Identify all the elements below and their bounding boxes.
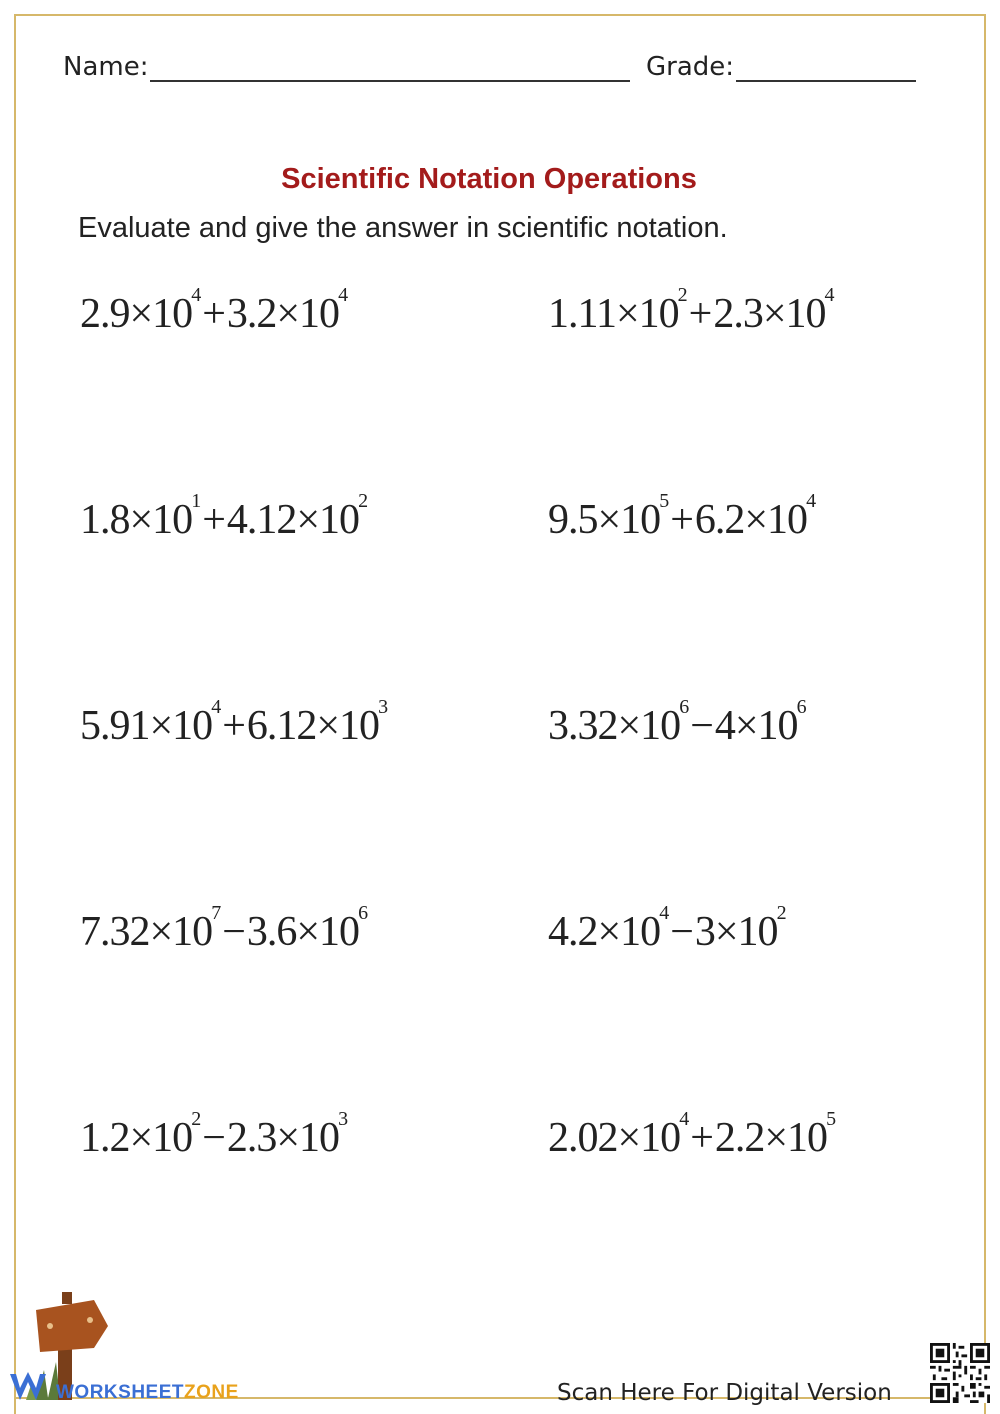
grade-field[interactable] (646, 52, 916, 82)
name-label: Name: (63, 52, 149, 82)
problem-8: $4.2\times 10^4-3\times 10^2$ (548, 902, 786, 955)
scan-caption: Scan Here For Digital Version (557, 1380, 892, 1406)
problem-2: $1.11\times 10^2+2.3\times 10^4$ (548, 284, 834, 337)
grade-blank-line[interactable] (736, 54, 916, 82)
header-row (0, 52, 1000, 92)
grade-label: Grade: (646, 52, 735, 82)
worksheet-title: Scientific Notation Operations (281, 163, 697, 195)
name-field[interactable] (63, 52, 630, 82)
problem-4: $9.5\times 10^5+6.2\times 10^4$ (548, 490, 816, 543)
problem-3: $1.8\times 10^1+4.12\times 10^2$ (80, 490, 368, 543)
logo-wordmark: WORKSHEETZONE (56, 1382, 239, 1403)
problem-7: $7.32\times 10^7-3.6\times 10^6$ (80, 902, 368, 955)
problem-10: $2.02\times 10^4+2.2\times 10^5$ (548, 1108, 836, 1161)
name-blank-line[interactable] (150, 54, 630, 82)
instructions: Evaluate and give the answer in scientific notation. (78, 212, 728, 244)
qr-code-icon[interactable] (930, 1343, 990, 1403)
problem-5: $5.91\times 10^4+6.12\times 10^3$ (80, 696, 388, 749)
problem-9: $1.2\times 10^2-2.3\times 10^3$ (80, 1108, 348, 1161)
problem-6: $3.32\times 10^6-4\times 10^6$ (548, 696, 806, 749)
problem-1: $2.9\times 10^4+3.2\times 10^4$ (80, 284, 348, 337)
